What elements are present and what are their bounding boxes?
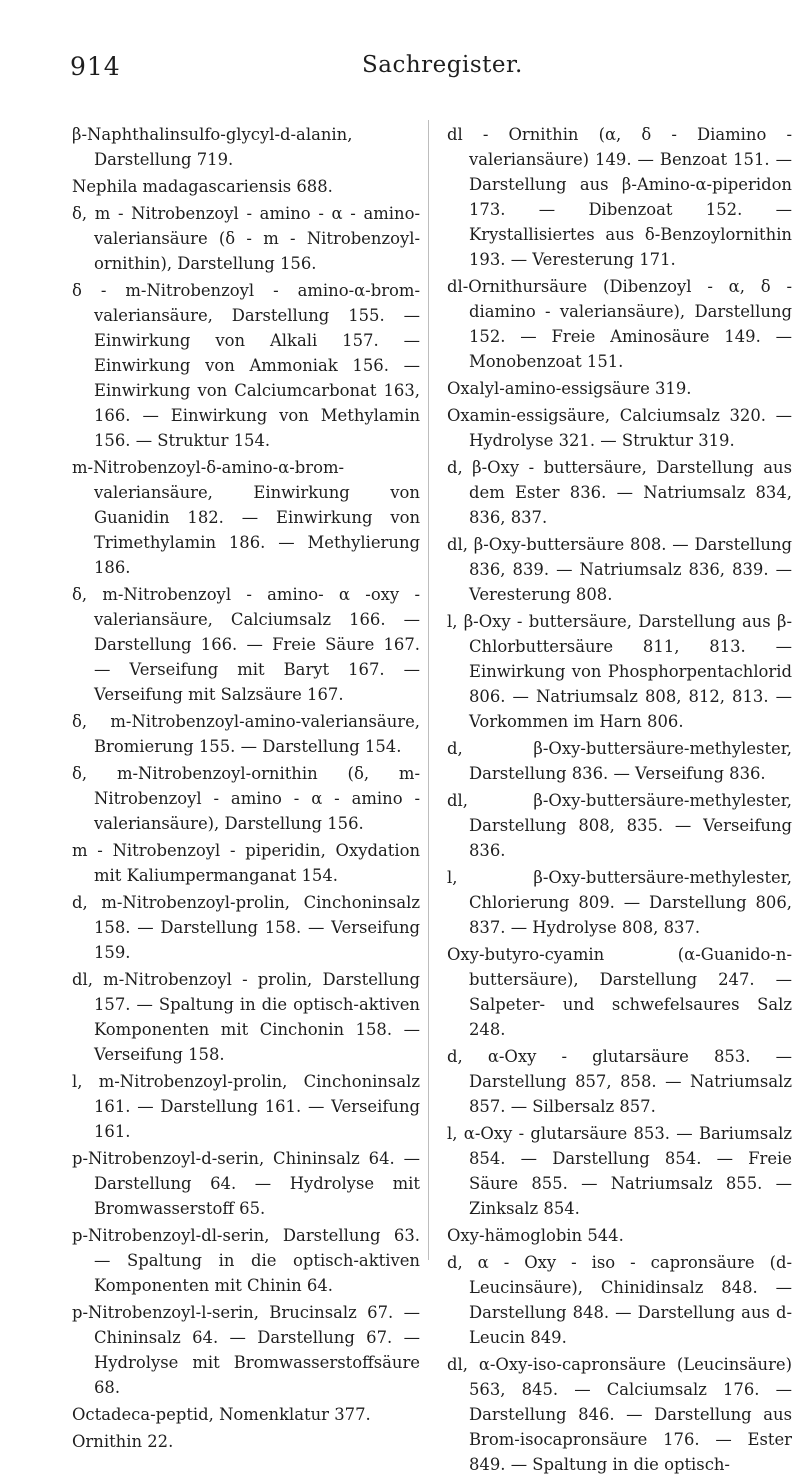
index-entry: l, β-Oxy-buttersäure-methylester, Chlorierung 809. — Darstellung 806, 837. — Hydrolyse 808, 837.: [447, 868, 792, 937]
index-entry: d, m-Nitrobenzoyl-prolin, Cinchoninsalz 158. — Darstellung 158. — Verseifung 159.: [72, 893, 420, 962]
column-divider: [428, 120, 429, 1260]
index-entry: dl, m-Nitrobenzoyl - prolin, Darstellung 157. — Spaltung in die optisch-aktiven Komponenten mit Cinchonin 158. — Verseifung 158.: [72, 970, 420, 1064]
index-entry: dl-Ornithursäure (Dibenzoyl - α, δ - diamino - valeriansäure), Darstellung 152. — Freie Aminosäure 149. — Monobenzoat 151.: [447, 277, 792, 371]
index-entry: Ornithin 22.: [72, 1432, 174, 1451]
index-entry: Oxy-butyro-cyamin (α-Guanido-n-buttersäure), Darstellung 247. — Salpeter- und schwefelsaures Salz 248.: [447, 945, 792, 1039]
index-entry: Oxalyl-amino-essigsäure 319.: [447, 379, 692, 398]
left-column: [72, 122, 420, 1456]
index-entry: dl, β-Oxy-buttersäure-methylester, Darstellung 808, 835. — Verseifung 836.: [447, 791, 792, 860]
index-entry: δ, m-Nitrobenzoyl - amino- α -oxy - valeriansäure, Calciumsalz 166. — Darstellung 166. — Freie Säure 167. — Verseifung mit Baryt 167. — Verseifung mit Salzsäure 167.: [72, 585, 420, 704]
right-column: [447, 122, 792, 1479]
index-entry: d, β-Oxy-buttersäure-methylester, Darstellung 836. — Verseifung 836.: [447, 739, 792, 783]
index-entry: δ, m-Nitrobenzoyl-ornithin (δ, m-Nitrobenzoyl - amino - α - amino - valeriansäure), Darstellung 156.: [72, 764, 420, 833]
index-entry: m - Nitrobenzoyl - piperidin, Oxydation mit Kaliumpermanganat 154.: [72, 841, 420, 885]
index-entry: dl, α-Oxy-iso-capronsäure (Leucinsäure) 563, 845. — Calciumsalz 176. — Darstellung 846. — Darstellung aus Brom-isocapronsäure 176. — Ester 849. — Spaltung in die optisch-: [447, 1355, 792, 1474]
index-entry: p-Nitrobenzoyl-d-serin, Chininsalz 64. — Darstellung 64. — Hydrolyse mit Bromwasserstoff 65.: [72, 1149, 420, 1218]
index-entry: dl - Ornithin (α, δ - Diamino - valeriansäure) 149. — Benzoat 151. — Darstellung aus β-Amino-α-piperidon 173. — Dibenzoat 152. — Krystallisiertes aus δ-Benzoylornithin 193. — Veresterung 171.: [447, 125, 792, 269]
index-entry: l, m-Nitrobenzoyl-prolin, Cinchoninsalz 161. — Darstellung 161. — Verseifung 161.: [72, 1072, 420, 1141]
index-entry: d, α-Oxy - glutarsäure 853. — Darstellung 857, 858. — Natriumsalz 857. — Silbersalz 857.: [447, 1047, 792, 1116]
index-entry: δ, m - Nitrobenzoyl - amino - α - amino-valeriansäure (δ - m - Nitrobenzoyl-ornithin), Darstellung 156.: [72, 204, 420, 273]
index-entry: d, α - Oxy - iso - capronsäure (d-Leucinsäure), Chinidinsalz 848. — Darstellung 848. — Darstellung aus d-Leucin 849.: [447, 1253, 792, 1347]
index-entry: δ, m-Nitrobenzoyl-amino-valeriansäure, Bromierung 155. — Darstellung 154.: [72, 712, 420, 756]
index-entry: dl, β-Oxy-buttersäure 808. — Darstellung 836, 839. — Natriumsalz 836, 839. — Veresterung 808.: [447, 535, 792, 604]
index-entry: δ - m-Nitrobenzoyl - amino-α-brom-valeriansäure, Darstellung 155. — Einwirkung von Alkali 157. — Einwirkung von Ammoniak 156. — Einwirkung von Calciumcarbonat 163, 166. — Einwirkung von Methylamin 156. — Struktur 154.: [72, 281, 420, 450]
index-entry: p-Nitrobenzoyl-l-serin, Brucinsalz 67. — Chininsalz 64. — Darstellung 67. — Hydrolyse mit Bromwasserstoffsäure 68.: [72, 1303, 420, 1397]
index-entry: l, β-Oxy - buttersäure, Darstellung aus β-Chlorbuttersäure 811, 813. — Einwirkung von Phosphorpentachlorid 806. — Natriumsalz 808, 812, 813. — Vorkommen im Harn 806.: [447, 612, 792, 731]
index-entry: Nephila madagascariensis 688.: [72, 177, 333, 196]
index-entry: d, β-Oxy - buttersäure, Darstellung aus dem Ester 836. — Natriumsalz 834, 836, 837.: [447, 458, 792, 527]
index-entry: Oxamin-essigsäure, Calciumsalz 320. — Hydrolyse 321. — Struktur 319.: [447, 406, 792, 450]
index-entry: Octadeca-peptid, Nomenklatur 377.: [72, 1405, 371, 1424]
running-head: Sachregister.: [362, 52, 523, 78]
index-entry: l, α-Oxy - glutarsäure 853. — Bariumsalz 854. — Darstellung 854. — Freie Säure 855. — Natriumsalz 855. — Zinksalz 854.: [447, 1124, 792, 1218]
index-entry: m-Nitrobenzoyl-δ-amino-α-brom-valeriansäure, Einwirkung von Guanidin 182. — Einwirkung von Trimethylamin 186. — Methylierung 186.: [72, 458, 420, 577]
index-entry: β-Naphthalinsulfo-glycyl-d-alanin, Darstellung 719.: [72, 125, 353, 169]
index-entry: Oxy-hämoglobin 544.: [447, 1226, 624, 1245]
page-number: 914: [70, 52, 121, 81]
index-entry: p-Nitrobenzoyl-dl-serin, Darstellung 63. — Spaltung in die optisch-aktiven Komponenten mit Chinin 64.: [72, 1226, 420, 1295]
